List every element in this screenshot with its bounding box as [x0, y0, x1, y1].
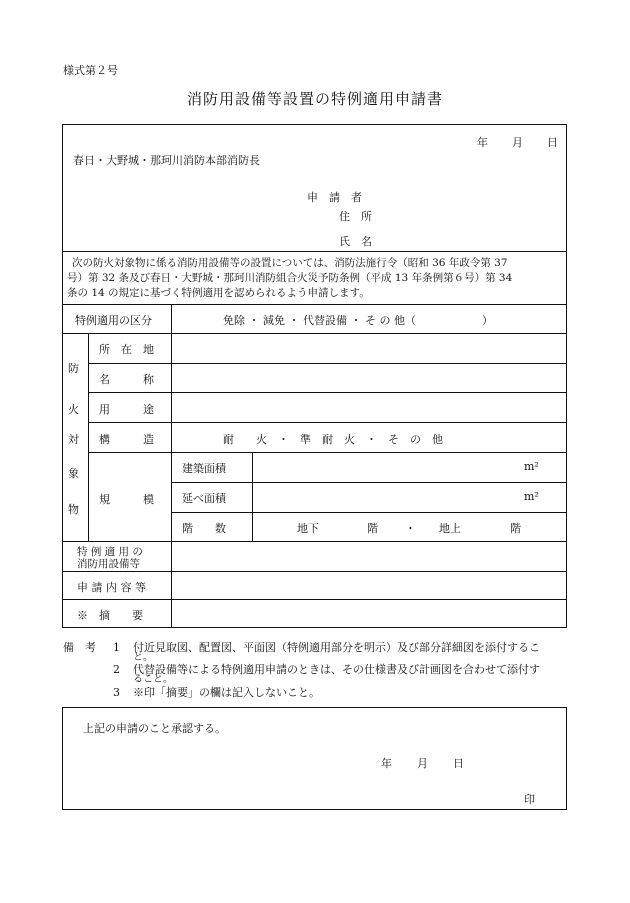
- date-month: 月: [512, 136, 523, 149]
- approval-year: 年: [381, 757, 392, 770]
- category-label: 特例適用の区分: [75, 314, 152, 327]
- equipment-label-1: 特 例 適 用 の: [77, 546, 143, 558]
- approval-day: 日: [453, 757, 464, 770]
- fire-object-char: 象: [68, 467, 79, 480]
- object-name-label: 名 称: [99, 373, 154, 386]
- remark-number: 1: [113, 641, 120, 654]
- location-label: 所 在 地: [99, 343, 154, 356]
- fire-object-char: 防: [68, 362, 79, 375]
- approval-month: 月: [417, 757, 428, 770]
- date-day: 日: [547, 136, 558, 149]
- divider: [171, 482, 566, 483]
- unit-m2: m²: [524, 490, 539, 503]
- building-area-label: 建築面積: [182, 462, 226, 475]
- application-table: [62, 124, 567, 628]
- remarks-label: 備 考: [63, 641, 96, 654]
- unit-m2: m²: [524, 460, 539, 473]
- approval-text: 上記の申請のこと承認する。: [83, 722, 226, 735]
- floors-label: 階 数: [182, 522, 226, 535]
- statement-line-3: 条の 14 の規定に基づく特例適用を認められるよう申請します。: [67, 287, 370, 299]
- remark-text: 代替設備等による特例適用申請のときは、その仕様書及び計画図を合わせて添付す: [133, 663, 540, 676]
- divider: [63, 571, 566, 572]
- divider: [63, 599, 566, 600]
- divider: [171, 304, 172, 627]
- remark-text-cont: ること。: [133, 674, 173, 685]
- fire-object-char: 物: [68, 503, 79, 516]
- divider: [63, 333, 566, 334]
- divider: [88, 363, 566, 364]
- remark-text-cont: と。: [133, 652, 153, 663]
- divider: [88, 392, 566, 393]
- name-label: 氏 名: [339, 235, 372, 248]
- structure-options: 耐 火 ・ 準 耐 火 ・ そ の 他: [223, 433, 443, 446]
- structure-label: 構 造: [99, 433, 154, 446]
- underground-label: 地下: [297, 522, 319, 535]
- divider: [63, 304, 566, 305]
- summary-label: ※ 摘 要: [77, 609, 143, 622]
- divider: [252, 452, 253, 541]
- fire-object-char: 対: [68, 433, 79, 446]
- divider: [63, 541, 566, 542]
- divider: [63, 251, 566, 252]
- separator-dot: ・: [405, 522, 416, 535]
- form-number: 様式第２号: [63, 64, 118, 77]
- request-content-label: 申 請 内 容 等: [77, 581, 146, 594]
- use-label: 用 途: [99, 403, 154, 416]
- applicant-label: 申 請 者: [307, 191, 362, 204]
- remark-text: ※印「摘要」の欄は記入しないこと。: [133, 686, 320, 699]
- approval-box: [62, 707, 567, 810]
- floor-area-label: 延べ面積: [182, 492, 226, 505]
- equipment-label-2: 消防用設備等: [77, 558, 140, 570]
- divider: [171, 512, 566, 513]
- remark-number: 3: [113, 686, 120, 699]
- remark-number: 2: [113, 663, 120, 676]
- floor-unit: 階: [367, 522, 378, 535]
- category-options: 免除 ・ 減免 ・ 代替設備 ・ そ の 他（ ）: [223, 314, 493, 327]
- page-title: 消防用設備等設置の特例適用申請書: [186, 90, 443, 108]
- fire-object-char: 火: [68, 403, 79, 416]
- statement-line-1: 次の防火対象物に係る消防用設備等の設置については、消防法施行令（昭和 36 年政令第 37: [72, 257, 508, 269]
- scale-label: 規 模: [99, 493, 154, 506]
- address-label: 住 所: [339, 210, 372, 223]
- divider: [88, 422, 566, 423]
- date-year: 年: [477, 136, 488, 149]
- floor-unit: 階: [510, 522, 521, 535]
- recipient: 春日・大野城・那珂川消防本部消防長: [73, 154, 260, 167]
- divider: [88, 333, 89, 541]
- remark-text: 付近見取図、配置図、平面図（特例適用部分を明示）及び部分詳細図を添付するこ: [133, 641, 540, 654]
- statement-line-2: 号）第 32 条及び春日・大野城・那珂川消防組合火災予防条例（平成 13 年条例第６号）第 34: [67, 272, 513, 284]
- seal-mark: 印: [524, 793, 535, 806]
- divider: [88, 452, 566, 453]
- above-ground-label: 地上: [439, 522, 461, 535]
